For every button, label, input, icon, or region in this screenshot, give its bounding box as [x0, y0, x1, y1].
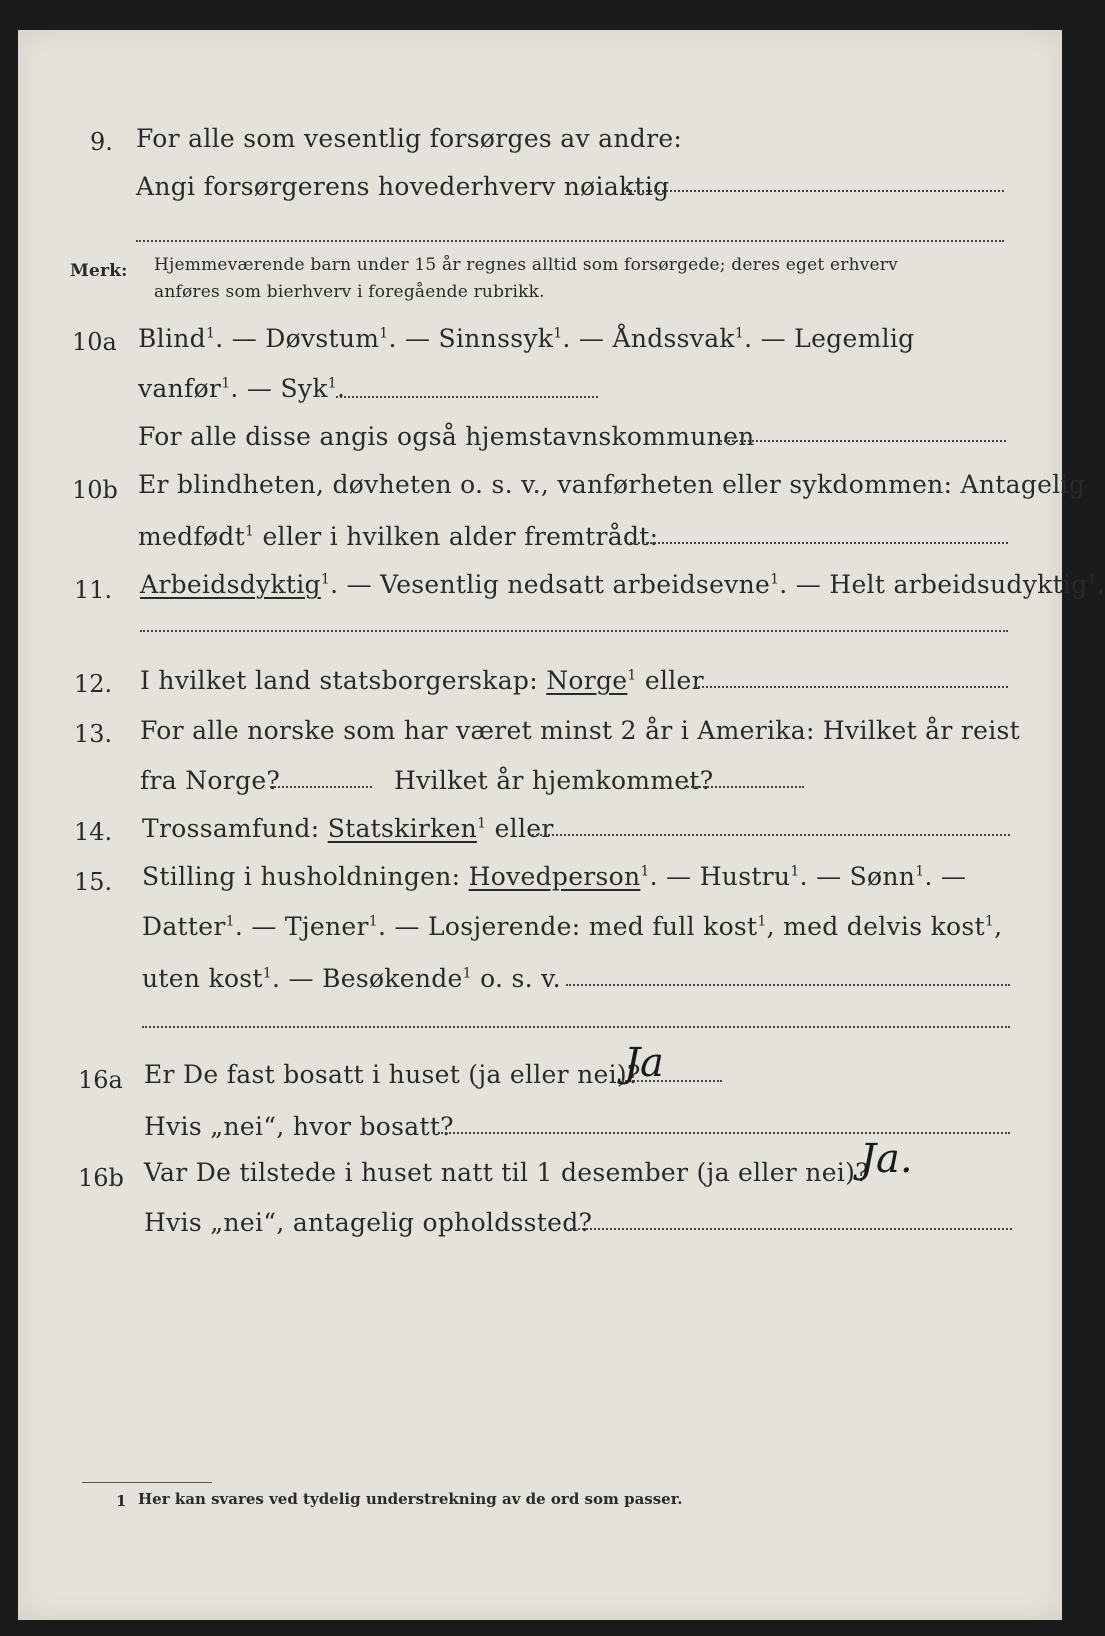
- q10b-number: 10b: [72, 476, 118, 504]
- q14-line: Trossamfund: Statskirken$^1$ eller: [142, 814, 554, 843]
- q15-line2: Datter$^1$. — Tjener$^1$. — Losjerende: med full kost$^1$, med delvis kost$^1$,: [142, 912, 1003, 941]
- q9-extra-line[interactable]: [136, 240, 1004, 242]
- q10b-line1: Er blindheten, døvheten o. s. v., vanførheten eller sykdommen: Antagelig: [138, 470, 1086, 499]
- q10a-number: 10a: [72, 328, 117, 356]
- q12-number: 12.: [74, 670, 113, 698]
- q13-hjem: Hvilket år hjemkommet?: [394, 766, 714, 795]
- q14-statskirken: Statskirken: [327, 814, 478, 843]
- q10a-line1: Blind$^1$. — Døvstum$^1$. — Sinnssyk$^1$. — Åndssvak$^1$. — Legemlig: [138, 324, 915, 353]
- q10a-vanfor: vanfør: [138, 374, 222, 403]
- q11-udyktig: Helt arbeidsudyktig: [829, 570, 1088, 599]
- q10b-answer-line[interactable]: [630, 542, 1008, 544]
- q15-line3: uten kost$^1$. — Besøkende$^1$ o. s. v.: [142, 964, 561, 993]
- q14-number: 14.: [74, 818, 113, 846]
- q9-answer-line[interactable]: [626, 190, 1004, 192]
- q9-line2: Angi forsørgerens hovederhverv nøiaktig: [136, 172, 670, 201]
- q15-extra-line[interactable]: [142, 1026, 1010, 1028]
- q10a-syk: Syk: [280, 374, 328, 403]
- q10a-sinnssyk: Sinnssyk: [438, 324, 554, 353]
- merk-line2: anføres som bierhverv i foregående rubrikk.: [154, 282, 545, 302]
- q14-answer-line[interactable]: [532, 834, 1010, 836]
- q13-number: 13.: [74, 720, 113, 748]
- q16a-number: 16a: [78, 1066, 123, 1094]
- q10a-syk-line[interactable]: [336, 396, 598, 398]
- q16b-handwritten-answer: Ja.: [860, 1136, 913, 1182]
- q10b-line2: medfødt$^1$ eller i hvilken alder fremtrådt:: [138, 522, 659, 551]
- footnote-rule: [82, 1482, 212, 1483]
- q10a-blind: Blind: [138, 324, 206, 353]
- q16b-line1: Var De tilstede i huset natt til 1 desember (ja eller nei)?: [144, 1158, 869, 1187]
- q12-label: I hvilket land statsborgerskap:: [140, 666, 538, 695]
- q15-number: 15.: [74, 868, 113, 896]
- q12-line: I hvilket land statsborgerskap: Norge$^1$ eller: [140, 666, 704, 695]
- q12-norge: Norge: [546, 666, 628, 695]
- q13-fra: fra Norge?: [140, 766, 281, 795]
- q16a-line1: Er De fast bosatt i huset (ja eller nei)?: [144, 1060, 641, 1089]
- q11-answer-line[interactable]: [140, 630, 1008, 632]
- q11-arbeidsdyktig: Arbeidsdyktig: [140, 570, 321, 599]
- footnote-mark: 1: [116, 1492, 127, 1510]
- q16b-number: 16b: [78, 1164, 124, 1192]
- q10a-kommune-line[interactable]: [720, 440, 1006, 442]
- q14-label: Trossamfund:: [142, 814, 320, 843]
- q13-line1: For alle norske som har været minst 2 år i Amerika: Hvilket år reist: [140, 716, 1021, 745]
- q15-hovedperson: Hovedperson: [468, 862, 641, 891]
- census-form-page: [18, 30, 1105, 1620]
- q16a-handwritten-answer: Ja: [624, 1040, 664, 1086]
- q10a-andssvak: Åndssvak: [612, 324, 735, 353]
- q10a-line2: vanfør$^1$. — Syk$^1$.: [138, 374, 346, 403]
- q11-line1: Arbeidsdyktig$^1$. — Vesentlig nedsatt arbeidsevne$^1$. — Helt arbeidsudyktig$^1$.: [140, 570, 1105, 599]
- q10b-medfodt: medfødt: [138, 522, 245, 551]
- q16a-line2: Hvis „nei“, hvor bosatt?: [144, 1112, 454, 1141]
- q16b-line2: Hvis „nei“, antagelig opholdssted?: [144, 1208, 593, 1237]
- merk-label: Merk:: [70, 261, 128, 281]
- q9-line1: For alle som vesentlig forsørges av andre:: [136, 124, 683, 153]
- q11-nedsatt: Vesentlig nedsatt arbeidsevne: [380, 570, 771, 599]
- q13-fra-line[interactable]: [270, 786, 372, 788]
- q15-answer-line[interactable]: [566, 984, 1010, 986]
- q10a-line3: For alle disse angis også hjemstavnskommunen: [138, 422, 755, 451]
- q15-line1: Stilling i husholdningen: Hovedperson$^1$. — Hustru$^1$. — Sønn$^1$. —: [142, 862, 967, 891]
- q16b-opholdssted-line[interactable]: [570, 1228, 1012, 1230]
- q11-number: 11.: [74, 576, 113, 604]
- q10a-dovstum: Døvstum: [265, 324, 380, 353]
- q10a-legemlig: Legemlig: [794, 324, 915, 353]
- q12-answer-line[interactable]: [694, 686, 1008, 688]
- merk-line1: Hjemmeværende barn under 15 år regnes alltid som forsørgede; deres eget erhverv: [154, 255, 898, 275]
- q13-hjem-line[interactable]: [684, 786, 804, 788]
- q16a-bosatt-line[interactable]: [438, 1132, 1010, 1134]
- footnote-text: Her kan svares ved tydelig understrekning av de ord som passer.: [138, 1490, 683, 1508]
- q9-number: 9.: [90, 128, 113, 156]
